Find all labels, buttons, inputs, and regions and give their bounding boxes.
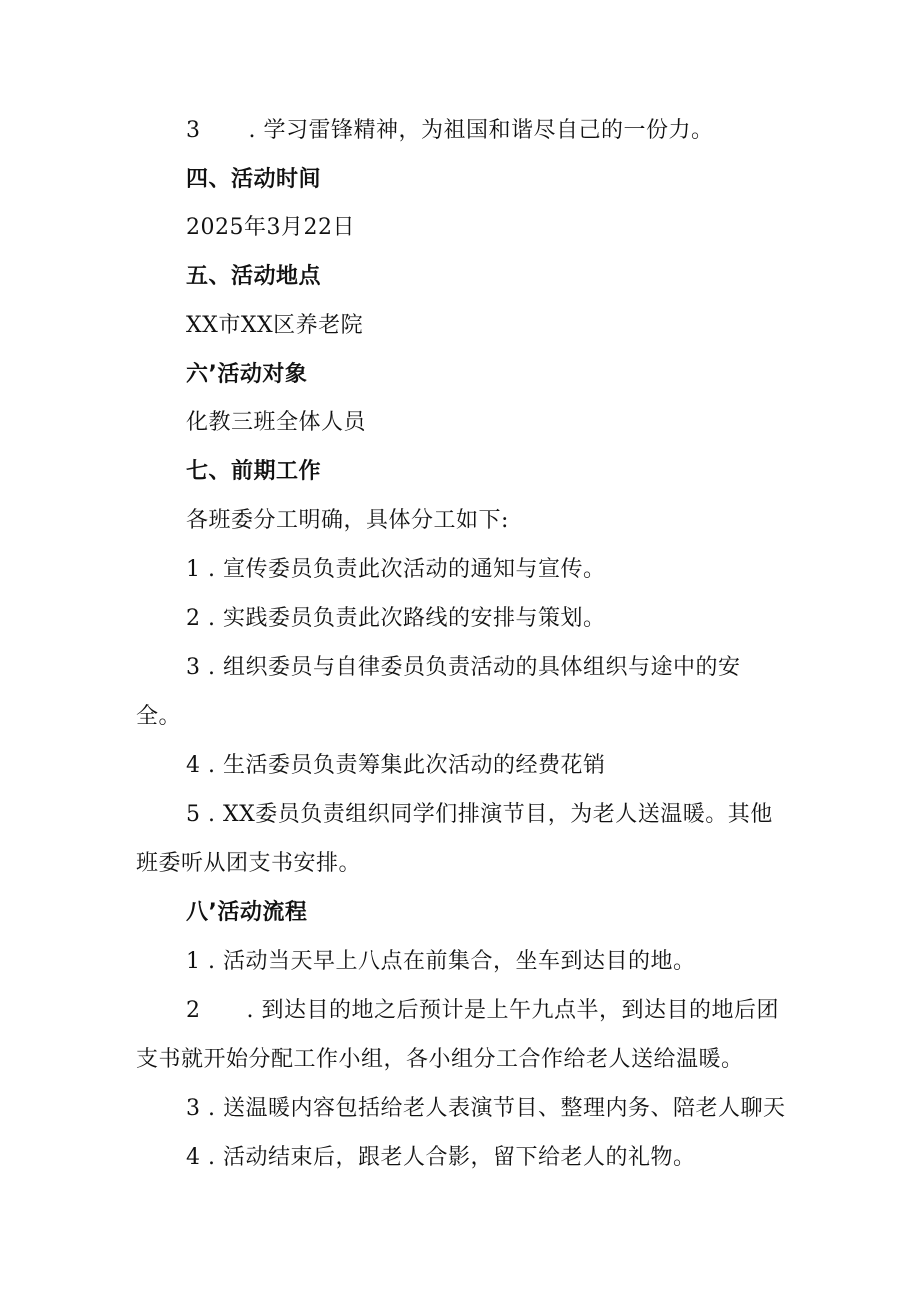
- section-heading-process: 八’活动流程: [186, 900, 308, 925]
- process-item-4: 4 . 活动结束后，跟老人合影，留下给老人的礼物。: [186, 1145, 696, 1170]
- process-item-1: 1 . 活动当天早上八点在前集合，坐车到达目的地。: [186, 949, 696, 974]
- section-heading-preparation: 七、前期工作: [186, 459, 322, 484]
- preparation-item-5-line-1: 5 . XX委员负责组织同学们排演节目，为老人送温暖。其他: [186, 802, 773, 827]
- goal-item-3-text: . 学习雷锋精神，为祖国和谐尽自己的一份力。: [248, 118, 714, 143]
- preparation-item-4: 4 . 生活委员负责筹集此次活动的经费花销: [186, 753, 606, 778]
- process-item-2-number: 2: [186, 998, 201, 1023]
- goal-item-3: [186, 117, 714, 145]
- preparation-item-1: 1 . 宣传委员负责此次活动的通知与宣传。: [186, 557, 606, 582]
- preparation-item-3-line-2: 全。: [136, 704, 182, 729]
- activity-date: 2025年3月22日: [186, 215, 355, 240]
- preparation-item-3-line-1: 3 . 组织委员与自律委员负责活动的具体组织与途中的安: [186, 655, 741, 680]
- preparation-item-5-line-2: 班委听从团支书安排。: [136, 851, 362, 876]
- section-heading-time: 四、活动时间: [186, 167, 322, 192]
- section-heading-target: 六’活动对象: [186, 362, 308, 387]
- process-item-2-text: . 到达目的地之后预计是上午九点半，到达目的地后团: [246, 998, 779, 1023]
- section-heading-location: 五、活动地点: [186, 264, 322, 289]
- process-item-2-line-2: 支书就开始分配工作小组，各小组分工合作给老人送给温暖。: [136, 1047, 744, 1072]
- activity-location: XX市XX区养老院: [186, 313, 364, 338]
- preparation-intro: 各班委分工明确，具体分工如下:: [186, 508, 509, 533]
- activity-target: 化教三班全体人员: [186, 410, 367, 435]
- process-item-3: 3 . 送温暖内容包括给老人表演节目、整理内务、陪老人聊天: [186, 1096, 786, 1121]
- preparation-item-2: 2 . 实践委员负责此次路线的安排与策划。: [186, 606, 606, 631]
- process-item-2-line-1: [186, 997, 779, 1025]
- goal-item-3-number: 3: [186, 118, 201, 143]
